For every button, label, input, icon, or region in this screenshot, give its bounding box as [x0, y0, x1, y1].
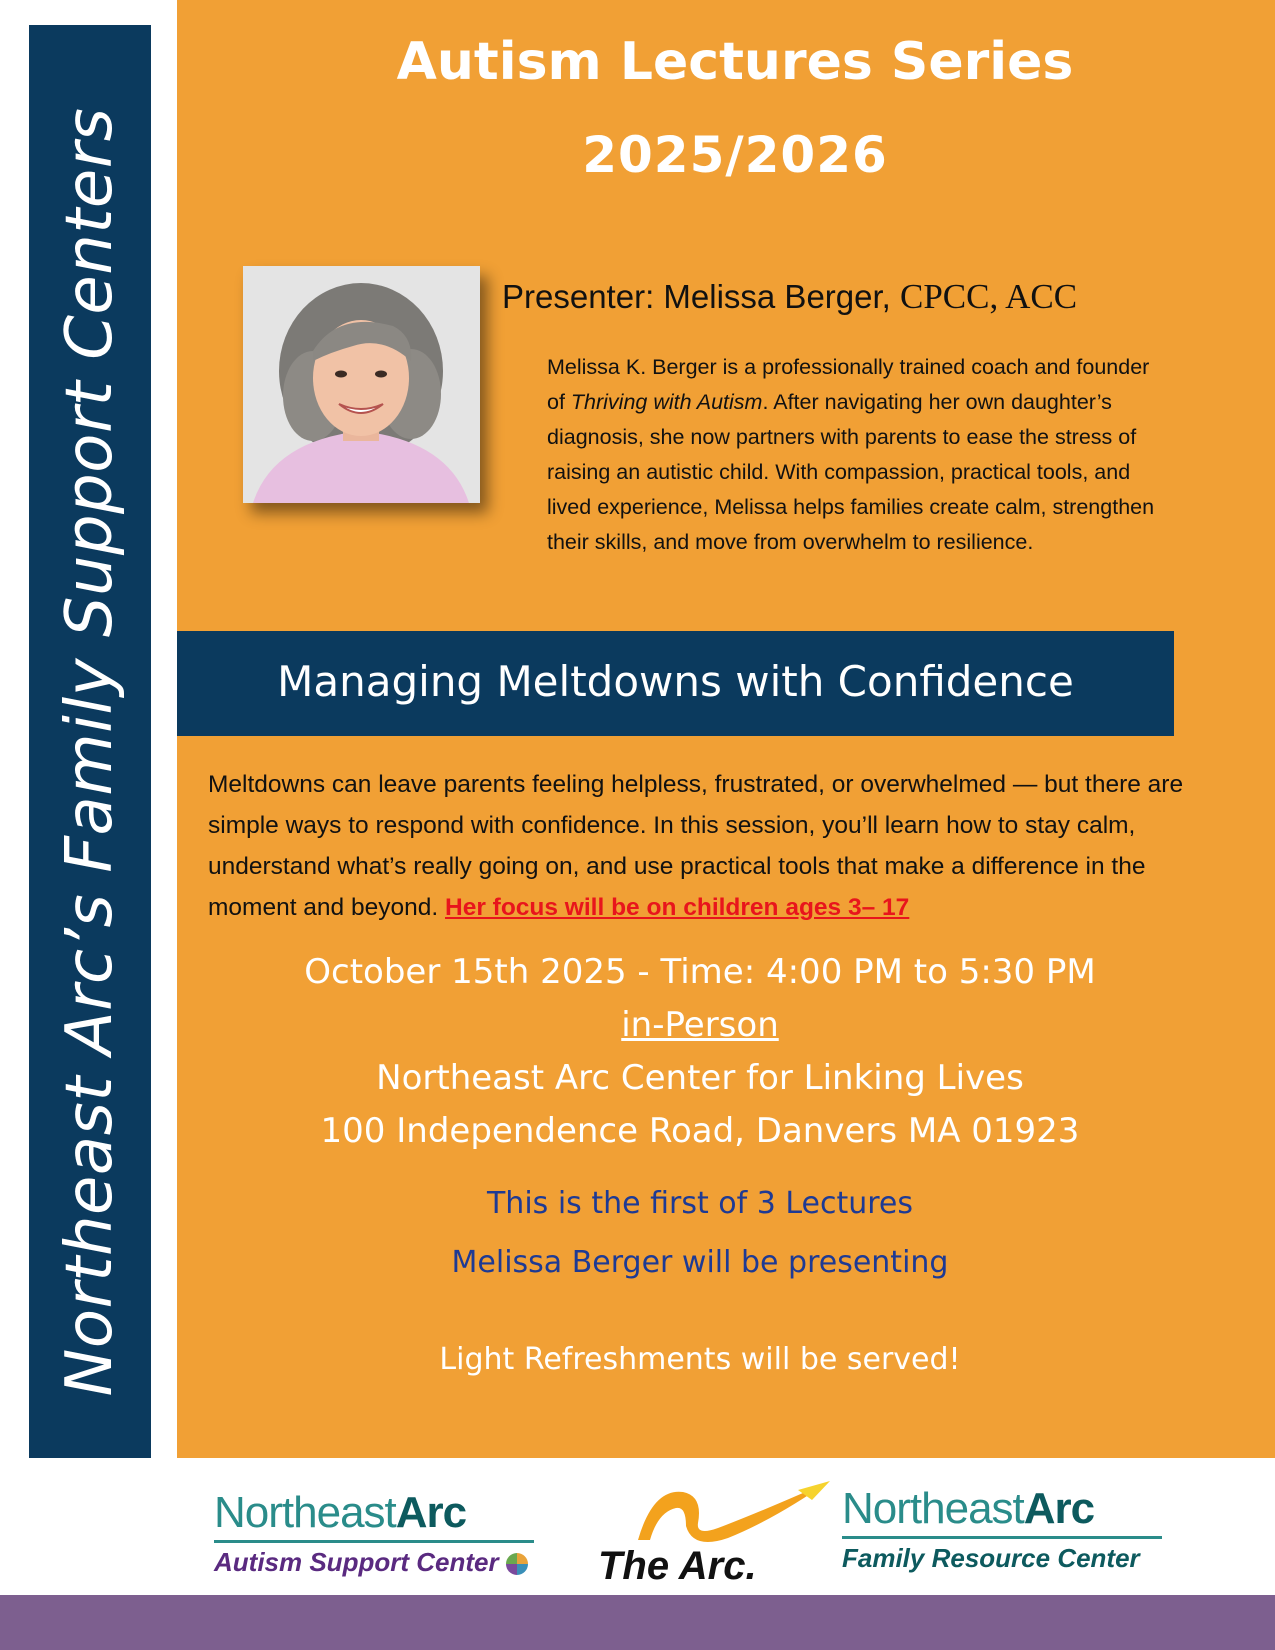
presenting-note: Melissa Berger will be presenting [451, 1245, 949, 1280]
refreshments-note: Light Refreshments will be served! [439, 1342, 961, 1377]
arc-name: The Arc. [598, 1544, 757, 1588]
series-year: 2025/2026 [582, 126, 888, 184]
logo-wordmark: NortheastArc [214, 1488, 467, 1537]
session-title: Managing Meltdowns with Confidence [277, 657, 1074, 706]
presenter-line [502, 277, 1077, 317]
bio-book-title: Thriving with Autism [570, 390, 763, 414]
bio-text-2: . After navigating her own daughter’s diagnosis, she now partners with parents to ease the stress of raising an autistic child. With compassion, practical tools, and lived experience, Melissa helps families create calm, strengthen their skills, and move from overwhelm to resilience. [547, 390, 1155, 554]
presenter-bio [547, 350, 1157, 560]
logo-subtitle: Autism Support Center [214, 1547, 534, 1578]
logo-wordmark: NortheastArc [842, 1484, 1095, 1533]
session-title-band [177, 631, 1174, 736]
session-description [208, 764, 1208, 928]
family-resource-center-logo [842, 1484, 1162, 1574]
description-text: Meltdowns can leave parents feeling helpless, frustrated, or overwhelmed — but there are simple ways to respond with confidence. In this session, you’ll learn how to stay calm, understand what’s really going on, and use practical tools that make a difference in the moment and beyond. [208, 771, 1184, 921]
age-focus-note: Her focus will be on children ages 3– 17 [445, 894, 910, 921]
logo-subtitle: Family Resource Center [842, 1543, 1140, 1573]
presenter-credentials: CPCC, ACC [900, 277, 1078, 316]
the-arc-logo [598, 1478, 838, 1588]
bio-text-1: Melissa K. Berger is a professionally trained coach and founder of [547, 355, 1150, 414]
series-title: Autism Lectures Series [396, 32, 1074, 92]
autism-support-center-logo [214, 1488, 534, 1578]
series-note: This is the first of 3 Lectures [486, 1186, 914, 1221]
event-mode: in-Person [621, 1005, 779, 1045]
sidebar-title: Northeast Arc’s Family Support Centers [53, 107, 127, 1397]
footer-bar [0, 1595, 1275, 1650]
presenter-photo [243, 266, 480, 503]
presenter-label: Presenter: Melissa Berger, [502, 278, 900, 315]
event-venue: Northeast Arc Center for Linking Lives [376, 1058, 1024, 1098]
event-address: 100 Independence Road, Danvers MA 01923 [320, 1111, 1080, 1151]
arc-swoosh-icon [598, 1478, 838, 1548]
puzzle-circle-icon [506, 1553, 528, 1575]
event-datetime: October 15th 2025 - Time: 4:00 PM to 5:30 PM [304, 952, 1096, 992]
